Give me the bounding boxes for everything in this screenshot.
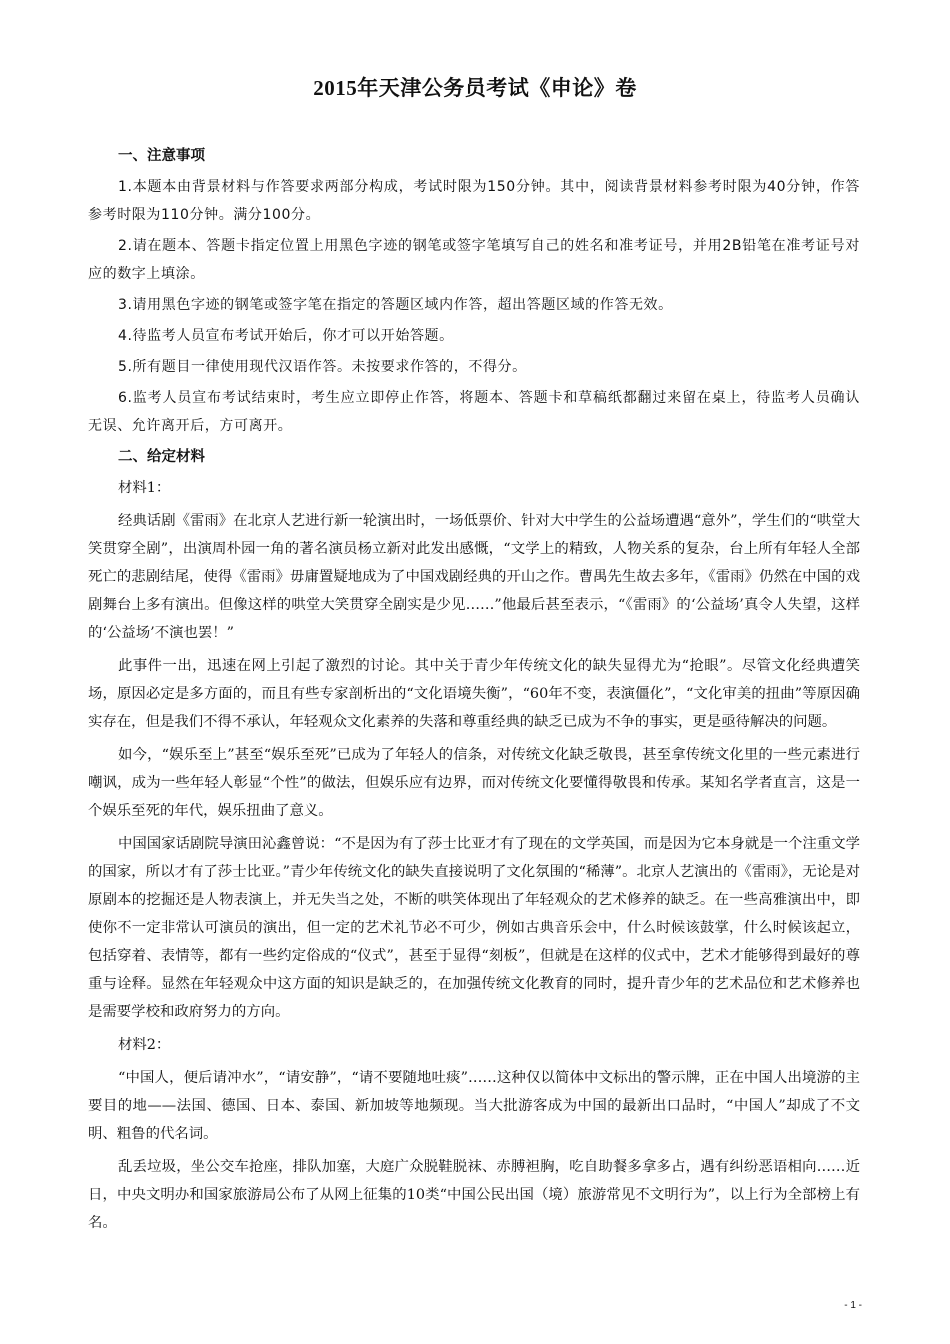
material-2-paragraph: 乱丢垃圾，坐公交车抢座，排队加塞，大庭广众脱鞋脱袜、赤膊袒胸，吃自助餐多拿多占，遇有纠纷恶语相向……近日，中央文明办和国家旅游局公布了从网上征集的10类“中国公民出国（境）旅游常见不文明行为”，以上行为全部榜上有名。	[88, 1159, 860, 1231]
section-heading-materials: 二、给定材料	[118, 449, 205, 465]
page-number: - 1 -	[844, 1300, 862, 1311]
material-1-paragraph: 如今，“娱乐至上”甚至“娱乐至死”已成为了年轻人的信条，对传统文化缺乏敬畏，甚至拿传统文化里的一些元素进行嘲讽，成为一些年轻人彰显“个性”的做法，但娱乐应有边界，而对传统文化要懂得敬畏和传承。某知名学者直言，这是一个娱乐至死的年代，娱乐扭曲了意义。	[88, 747, 860, 819]
note-item-2: 2.请在题本、答题卡指定位置上用黑色字迹的钢笔或签字笔填写自己的姓名和准考证号，并用2B铅笔在准考证号对应的数字上填涂。	[88, 238, 860, 282]
material-1-paragraph: 中国国家话剧院导演田沁鑫曾说：“不是因为有了莎士比亚才有了现在的文学英国，而是因为它本身就是一个注重文学的国家，所以才有了莎士比亚。”青少年传统文化的缺失直接说明了文化氛围的“稀薄”。北京人艺演出的《雷雨》，无论是对原剧本的挖掘还是人物表演上，并无失当之处，不断的哄笑体现出了年轻观众的艺术修养的缺乏。在一些高雅演出中，即使你不一定非常认可演员的演出，但一定的艺术礼节必不可少，例如古典音乐会中，什么时候该鼓掌，什么时候该起立，包括穿着、表情等，都有一些约定俗成的“仪式”，甚至于显得“刻板”，但就是在这样的仪式中，艺术才能够得到最好的尊重与诠释。显然在年轻观众中这方面的知识是缺乏的，在加强传统文化教育的同时，提升青少年的艺术品位和艺术修养也是需要学校和政府努力的方向。	[88, 836, 860, 1020]
material-1-paragraph: 此事件一出，迅速在网上引起了激烈的讨论。其中关于青少年传统文化的缺失显得尤为“抢眼”。尽管文化经典遭笑场，原因必定是多方面的，而且有些专家剖析出的“文化语境失衡”，“60年不变，表演僵化”，“文化审美的扭曲”等原因确实存在，但是我们不得不承认，年轻观众文化素养的失落和尊重经典的缺乏已成为不争的事实，更是亟待解决的问题。	[88, 658, 860, 730]
note-item-6: 6.监考人员宣布考试结束时，考生应立即停止作答，将题本、答题卡和草稿纸都翻过来留在桌上，待监考人员确认无误、允许离开后，方可离开。	[88, 390, 860, 434]
note-item-1: 1.本题本由背景材料与作答要求两部分构成，考试时限为150分钟。其中，阅读背景材料参考时限为40分钟，作答参考时限为110分钟。满分100分。	[88, 179, 860, 223]
note-item-3: 3.请用黑色字迹的钢笔或签字笔在指定的答题区域内作答，超出答题区域的作答无效。	[118, 297, 673, 313]
section-heading-notes: 一、注意事项	[118, 148, 205, 164]
note-item-4: 4.待监考人员宣布考试开始后，你才可以开始答题。	[118, 328, 454, 344]
document-body	[88, 142, 860, 1242]
material-2-label: 材料2：	[118, 1037, 171, 1053]
note-item-5: 5.所有题目一律使用现代汉语作答。未按要求作答的，不得分。	[118, 359, 527, 375]
document-title: 2015年天津公务员考试《申论》卷	[313, 76, 637, 100]
material-1-paragraph: 经典话剧《雷雨》在北京人艺进行新一轮演出时，一场低票价、针对大中学生的公益场遭遇“意外”，学生们的“哄堂大笑贯穿全剧”，出演周朴园一角的著名演员杨立新对此发出感慨，“文学上的精致，人物关系的复杂，台上所有年轻人全部死亡的悲剧结尾，使得《雷雨》毋庸置疑地成为了中国戏剧经典的开山之作。曹禺先生故去多年，《雷雨》仍然在中国的戏剧舞台上多有演出。但像这样的哄堂大笑贯穿全剧实是少见……”他最后甚至表示，“《雷雨》的‘公益场’真令人失望，这样的‘公益场’不演也罢！”	[88, 513, 860, 641]
material-1-label: 材料1：	[118, 480, 171, 496]
material-2-paragraph: “中国人，便后请冲水”，“请安静”，“请不要随地吐痰”……这种仅以简体中文标出的警示牌，正在中国人出境游的主要目的地——法国、德国、日本、泰国、新加坡等地频现。当大批游客成为中国的最新出口品时，“中国人”却成了不文明、粗鲁的代名词。	[88, 1070, 860, 1142]
